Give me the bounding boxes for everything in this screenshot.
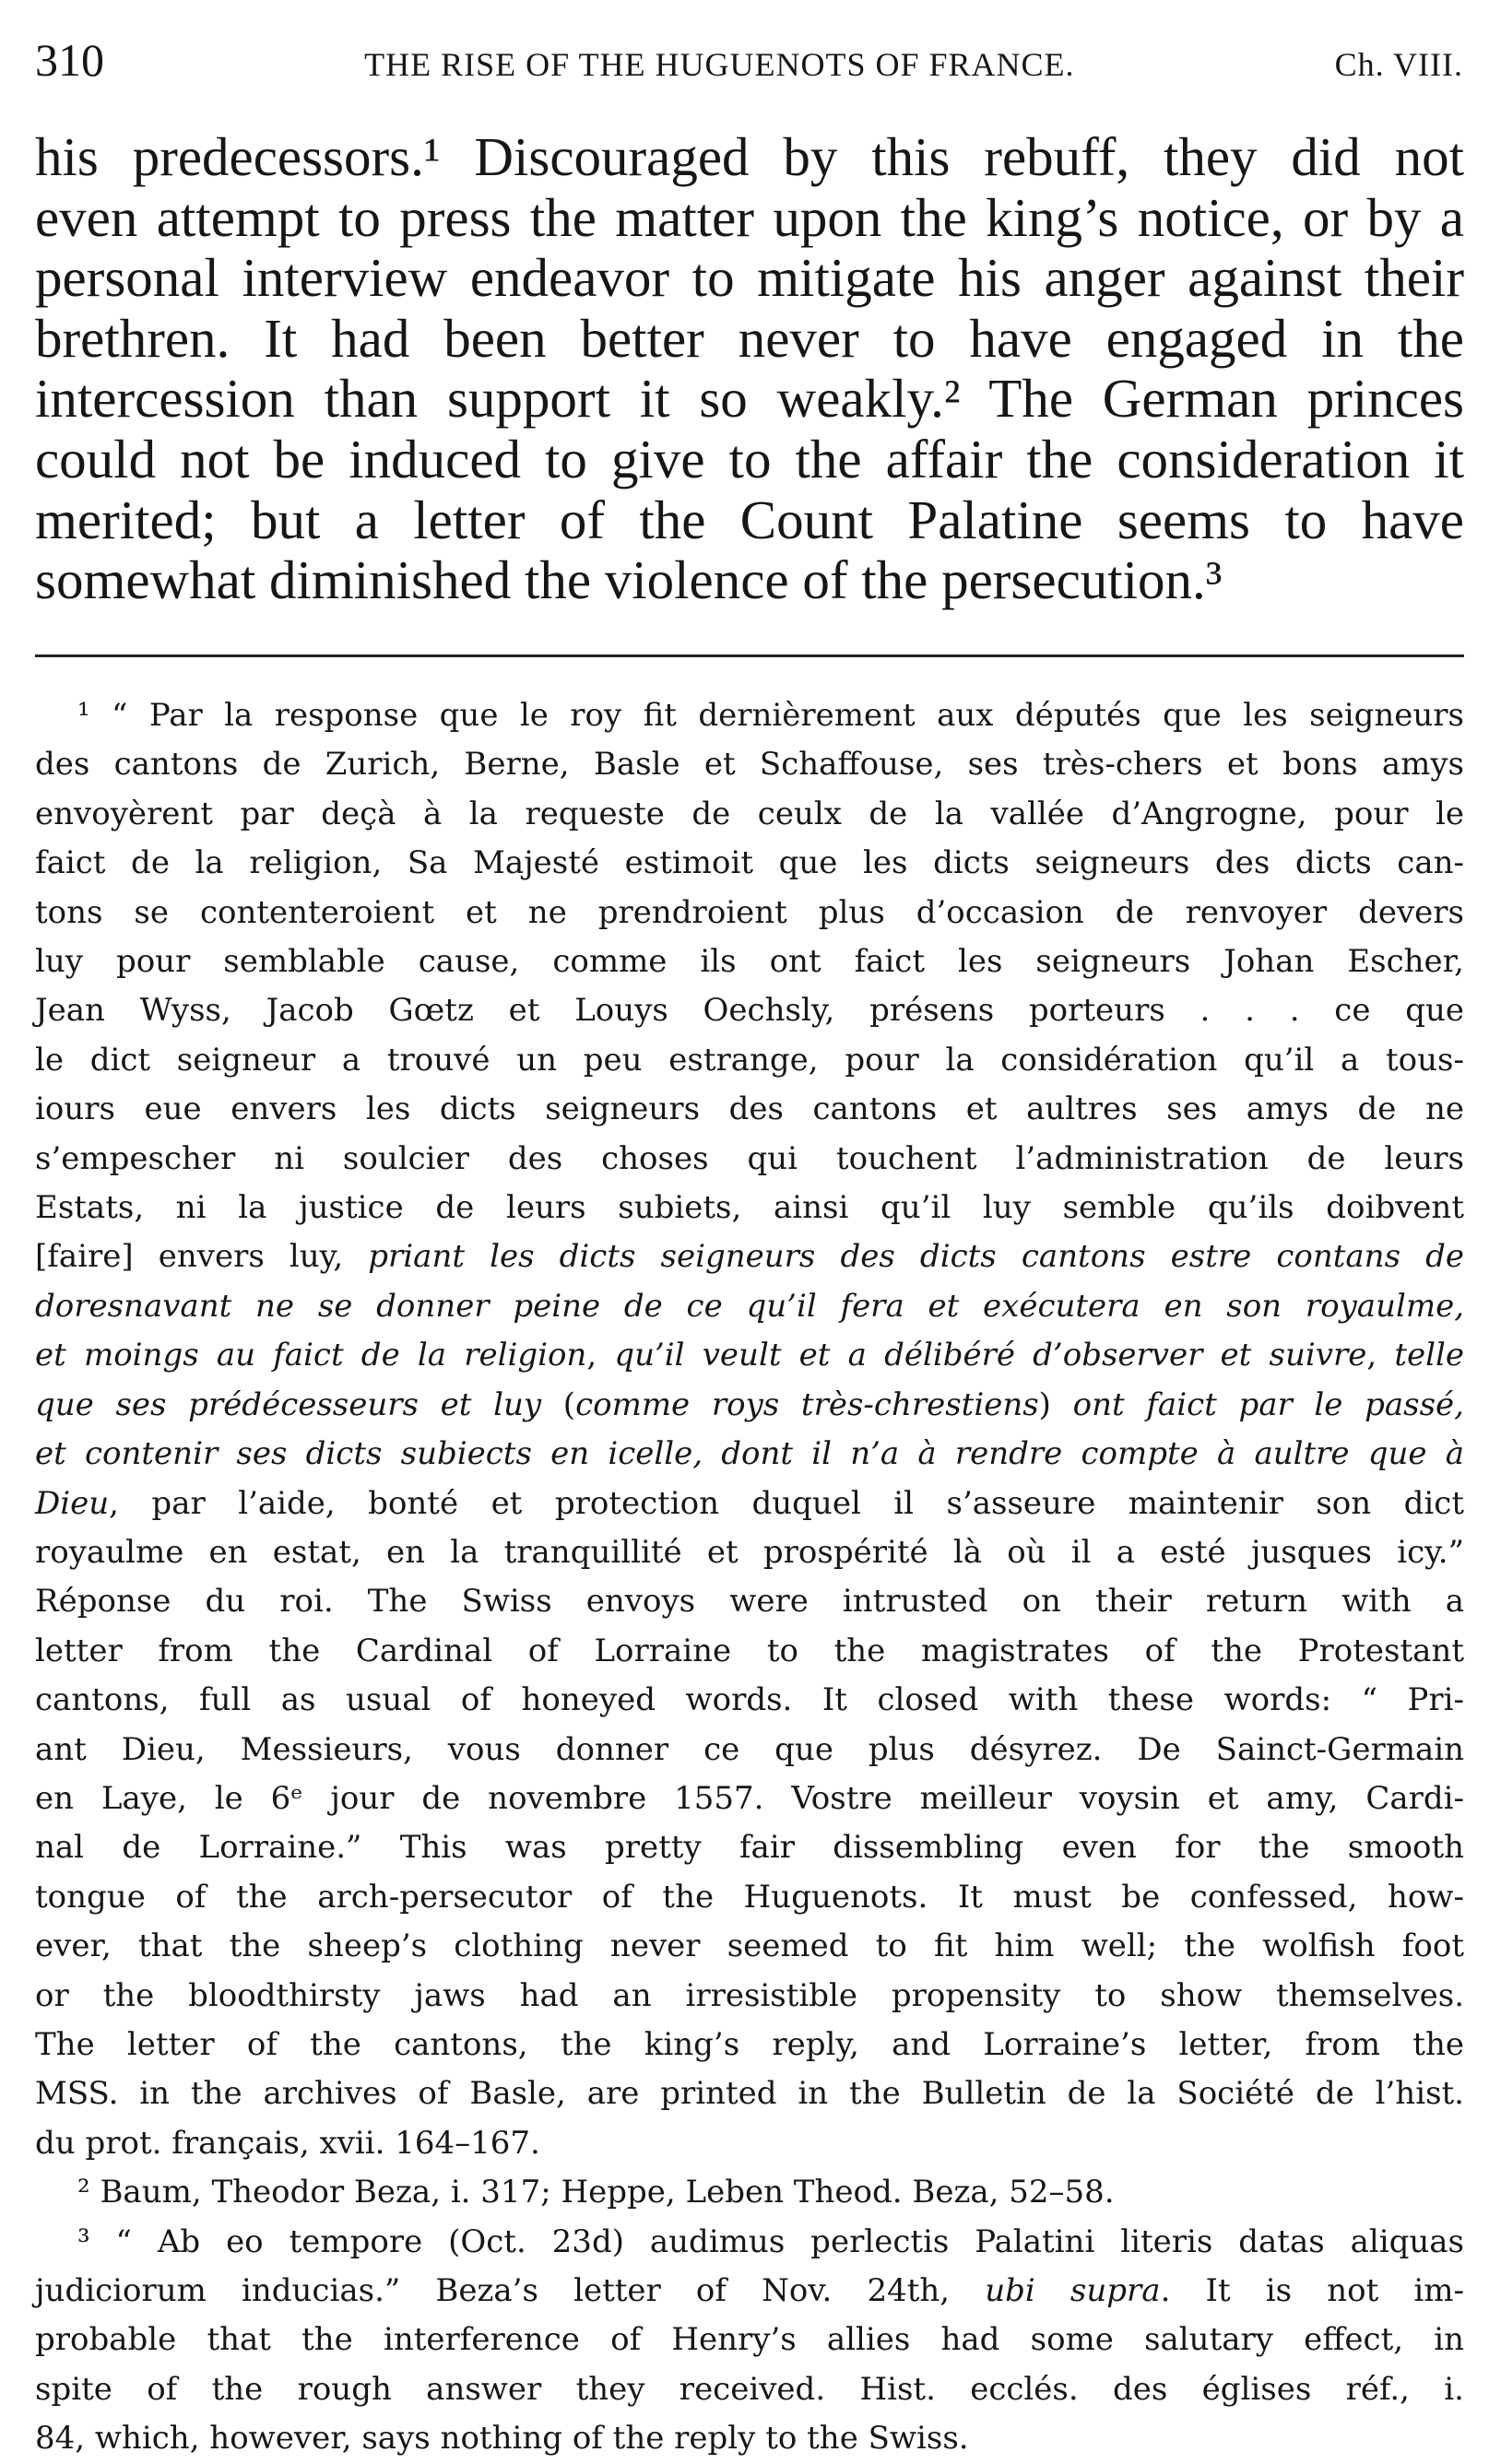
footnote-1-line: ant Dieu, Messieurs, vous donner ce que plus désyrez. De Sainct-Germain (35, 1730, 1464, 1768)
footnote-3-line: 84, which, however, says nothing of the reply to the Swiss. (35, 2420, 969, 2458)
footnote-1-line: Jean Wyss, Jacob Gœtz et Louys Oechsly, présens porteurs . . . ce que (35, 992, 1464, 1030)
footnote-1-line: du prot. français, xvii. 164–167. (35, 2124, 540, 2162)
footnote-text: judiciorum inducias.” Beza’s letter of Nov. 24th, (35, 2272, 986, 2309)
footnote-1-line (35, 1331, 1464, 1380)
footnote-1-line: letter from the Cardinal of Lorraine to the magistrates of the Protestant (35, 1632, 1464, 1669)
footnote-text: [faire] envers luy, (35, 1238, 369, 1276)
page-number: 310 (35, 34, 104, 86)
footnote-1-line: or the bloodthirsty jaws had an irresistible propensity to show themselves. (35, 1976, 1464, 2014)
footnotes (35, 691, 1464, 2464)
footnote-1-line: Réponse du roi. The Swiss envoys were intrusted on their return with a (35, 1583, 1464, 1621)
running-title: THE RISE OF THE HUGUENOTS OF FRANCE. (364, 46, 1075, 83)
italic-quote: et moings au faict de la religion (35, 1337, 587, 1374)
footnote-1-line (35, 1232, 1464, 1281)
italic-quote: ubi supra (985, 2272, 1161, 2309)
footnote-1-line: royaulme en estat, en la tranquillité et prospérité là où il a esté jusques icy.” (35, 1533, 1464, 1571)
footnote-text: , (1366, 1337, 1395, 1374)
main-line: intercession than support it so weakly.² The German princes (35, 368, 1464, 430)
footnote-1-line: ever, that the sheep’s clothing never seemed to fit him well; the wolfish foot (35, 1928, 1464, 1965)
footnote-1-line (35, 1282, 1464, 1331)
main-line: could not be induced to give to the affair the consideration it (35, 428, 1464, 489)
main-line: somewhat diminished the violence of the persecution.³ (35, 549, 1223, 611)
footnote-3-line: ³ “ Ab eo tempore (Oct. 23d) audimus perlectis Palatini literis datas aliquas (77, 2222, 1464, 2260)
footnote-1-line (35, 1381, 1464, 1430)
italic-quote: qu’il veult et a délibéré d’observer et suivre (614, 1337, 1367, 1374)
italic-quote: que ses prédécesseurs et luy (35, 1385, 542, 1423)
footnote-text: ( (541, 1385, 576, 1423)
footnote-divider (35, 654, 1464, 657)
footnote-1-line: tons se contenteroient et ne prendroient plus d’occasion de renvoyer devers (35, 893, 1464, 931)
footnote-1-line: faict de la religion, Sa Majesté estimoit que les dicts seigneurs des dicts can- (35, 844, 1464, 882)
footnote-1-line: le dict seigneur a trouvé un peu estrange, pour la considération qu’il a tous- (35, 1041, 1464, 1079)
italic-quote: priant les dicts seigneurs des dicts cantons estre contans de (368, 1238, 1465, 1276)
footnote-1-line (35, 1430, 1464, 1479)
main-line: brethren. It had been better never to have engaged in the (35, 307, 1464, 369)
footnote-1-line: iours eue envers les dicts seigneurs des cantons et aultres ses amys de ne (35, 1091, 1464, 1128)
main-paragraph (35, 127, 1464, 611)
footnote-1-line: luy pour semblable cause, comme ils ont faict les seigneurs Johan Escher, (35, 943, 1464, 981)
footnote-3-line: probable that the interference of Henry’s allies had some salutary effect, in (35, 2321, 1464, 2359)
footnote-1-line: Estats, ni la justice de leurs subiets, ainsi qu’il luy semble qu’ils doibvent (35, 1189, 1464, 1227)
italic-quote: et contenir ses dicts subiects en icelle, dont il n’a à rendre compte à aultre que à (35, 1435, 1464, 1473)
footnote-1-line: tongue of the arch-persecutor of the Huguenots. It must be confessed, how- (35, 1878, 1464, 1916)
italic-quote: Dieu (35, 1484, 110, 1522)
footnote-1-line: s’empescher ni soulcier des choses qui touchent l’administration de leurs (35, 1139, 1464, 1177)
italic-quote: telle (1394, 1337, 1464, 1374)
footnote-2: ² Baum, Theodor Beza, i. 317; Heppe, Leben Theod. Beza, 52–58. (77, 2174, 1115, 2211)
footnote-3-line (35, 2267, 1464, 2316)
footnote-1-line: The letter of the cantons, the king’s reply, and Lorraine’s letter, from the (35, 2025, 1464, 2063)
footnote-1-line: nal de Lorraine.” This was pretty fair dissembling even for the smooth (35, 1829, 1464, 1867)
footnote-3-line: spite of the rough answer they received. Hist. ecclés. des églises réf., i. (35, 2370, 1464, 2408)
footnote-text: . It is not im- (1160, 2272, 1464, 2309)
running-header (35, 33, 1463, 88)
chapter-label: Ch. VIII. (1334, 46, 1463, 83)
footnote-text: , par l’aide, bonté et protection duquel il s’asseure maintenir son dict (109, 1484, 1464, 1522)
italic-quote: ont faict par le passé, (1072, 1385, 1464, 1423)
footnote-1-line: en Laye, le 6ᵉ jour de novembre 1557. Vostre meilleur voysin et amy, Cardi- (35, 1779, 1464, 1817)
footnote-1-line: cantons, full as usual of honeyed words. It closed with these words: “ Pri- (35, 1681, 1464, 1719)
footnote-text: ) (1038, 1385, 1073, 1423)
main-line: even attempt to press the matter upon the king’s notice, or by a (35, 186, 1464, 248)
footnote-1-line: envoyèrent par deçà à la requeste de ceulx de la vallée d’Angrogne, pour le (35, 795, 1464, 832)
footnote-1-line: ¹ “ Par la response que le roy fit dernièrement aux députés que les seigneurs (77, 697, 1464, 734)
footnote-1-line: MSS. in the archives of Basle, are printed in the Bulletin de la Société de l’hist. (35, 2075, 1464, 2113)
italic-quote: comme roys très-chrestiens (575, 1385, 1039, 1423)
footnote-1-line: des cantons de Zurich, Berne, Basle et Schaffouse, ses très-chers et bons amys (35, 746, 1464, 784)
footnote-text: , (586, 1337, 615, 1374)
main-line: personal interview endeavor to mitigate his anger against their (35, 247, 1464, 309)
main-line: merited; but a letter of the Count Palatine seems to have (35, 489, 1464, 550)
footnote-1-line (35, 1480, 1464, 1528)
italic-quote: doresnavant ne se donner peine de ce qu’il fera et exécutera en son royaulme, (35, 1287, 1464, 1325)
main-line: his predecessors.¹ Discouraged by this rebuff, they did not (35, 126, 1464, 187)
